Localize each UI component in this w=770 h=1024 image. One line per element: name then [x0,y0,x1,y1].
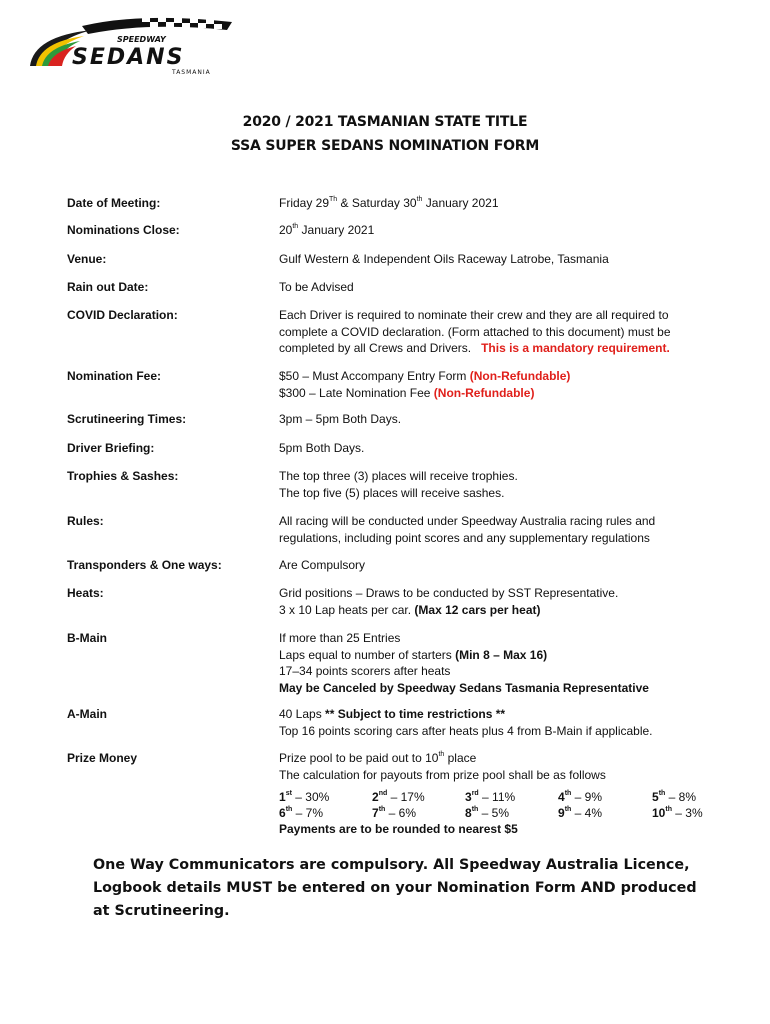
value-transponders: Are Compulsory [279,558,366,572]
label-heats: Heats: [67,586,104,600]
prize-place-8: 8th – 5% [465,806,509,820]
label-rules: Rules: [67,514,104,528]
prize-place-6: 6th – 7% [279,806,323,820]
form-title-line1: 2020 / 2021 TASMANIAN STATE TITLE [242,114,528,130]
speedway-sedans-logo [22,14,242,76]
label-nomination-fee: Nomination Fee: [67,369,162,383]
value-covid-declaration: Each Driver is required to nominate their crew and they are all required to complete a COVID declaration. (Form attached to this document) must be completed by all Crews and Drivers. This is a mandatory requirement. [279,308,671,355]
prize-breakdown-grid [279,789,719,821]
label-rain-out-date: Rain out Date: [67,280,149,294]
value-driver-briefing: 5pm Both Days. [279,441,365,455]
prize-place-1: 1st – 30% [279,790,330,804]
form-title-line2: SSA SUPER SEDANS NOMINATION FORM [230,138,540,154]
value-nomination-fee: $50 – Must Accompany Entry Form (Non-Refundable) $300 – Late Nomination Fee (Non-Refundable) [279,369,571,400]
value-rules: All racing will be conducted under Speedway Australia racing rules and regulations, including point scores and any supplementary regulations [279,514,656,545]
value-rain-out-date: To be Advised [279,280,354,294]
label-prize-money: Prize Money [67,751,138,765]
label-nominations-close: Nominations Close: [67,223,180,237]
mandatory-requirement-note: This is a mandatory requirement. [481,341,670,355]
label-a-main: A-Main [67,707,107,721]
label-transponders: Transponders & One ways: [67,558,222,572]
label-covid-declaration: COVID Declaration: [67,308,178,322]
rounding-note: Payments are to be rounded to nearest $5 [279,822,518,836]
label-trophies-sashes: Trophies & Sashes: [67,469,179,483]
prize-place-7: 7th – 6% [372,806,416,820]
value-trophies-sashes: The top three (3) places will receive trophies. The top five (5) places will receive sashes. [279,469,518,500]
label-driver-briefing: Driver Briefing: [67,441,155,455]
svg-text:TASMANIA: TASMANIA [172,69,211,76]
svg-text:SEDANS: SEDANS [72,45,185,70]
footer-notice: One Way Communicators are compulsory. All Speedway Australia Licence, Logbook details MUST be entered on your Nomination Form AND produced at Scrutineering. [93,857,697,919]
value-heats: Grid positions – Draws to be conducted by SST Representative. 3 x 10 Lap heats per car. (Max 12 cars per heat) [279,586,619,617]
prize-place-10: 10th – 3% [652,806,703,820]
value-b-main: If more than 25 Entries Laps equal to number of starters (Min 8 – Max 16) 17–34 points scorers after heats May be Canceled by Speedway Sedans Tasmania Representative [279,631,649,695]
label-b-main: B-Main [67,631,107,645]
prize-place-3: 3rd – 11% [465,790,516,804]
value-date-of-meeting: Friday 29Th & Saturday 30th January 2021 [279,196,499,210]
prize-place-9: 9th – 4% [558,806,602,820]
checkered-flag-icon [82,16,232,34]
label-date-of-meeting: Date of Meeting: [67,196,161,210]
prize-place-5: 5th – 8% [652,790,696,804]
value-scrutineering-times: 3pm – 5pm Both Days. [279,412,402,426]
value-venue: Gulf Western & Independent Oils Raceway Latrobe, Tasmania [279,252,609,266]
svg-text:SPEEDWAY: SPEEDWAY [117,35,166,44]
label-scrutineering-times: Scrutineering Times: [67,412,187,426]
value-nominations-close: 20th January 2021 [279,223,375,237]
prize-place-2: 2nd – 17% [372,790,425,804]
value-prize-money: Prize pool to be paid out to 10th place The calculation for payouts from prize pool shall be as follows 1st – 30% 2nd – 17% 3rd – 11% 4th – 9% 5th – 8% 6th – 7% 7th – 6% 8th – 5% 9th – 4% 10th – 3% Payments are to be rounded to nearest $5 [279,750,719,838]
label-venue: Venue: [67,252,107,266]
prize-place-4: 4th – 9% [558,790,602,804]
value-a-main: 40 Laps ** Subject to time restrictions ** Top 16 points scoring cars after heats plus 4 from B-Main if applicable. [279,707,653,738]
